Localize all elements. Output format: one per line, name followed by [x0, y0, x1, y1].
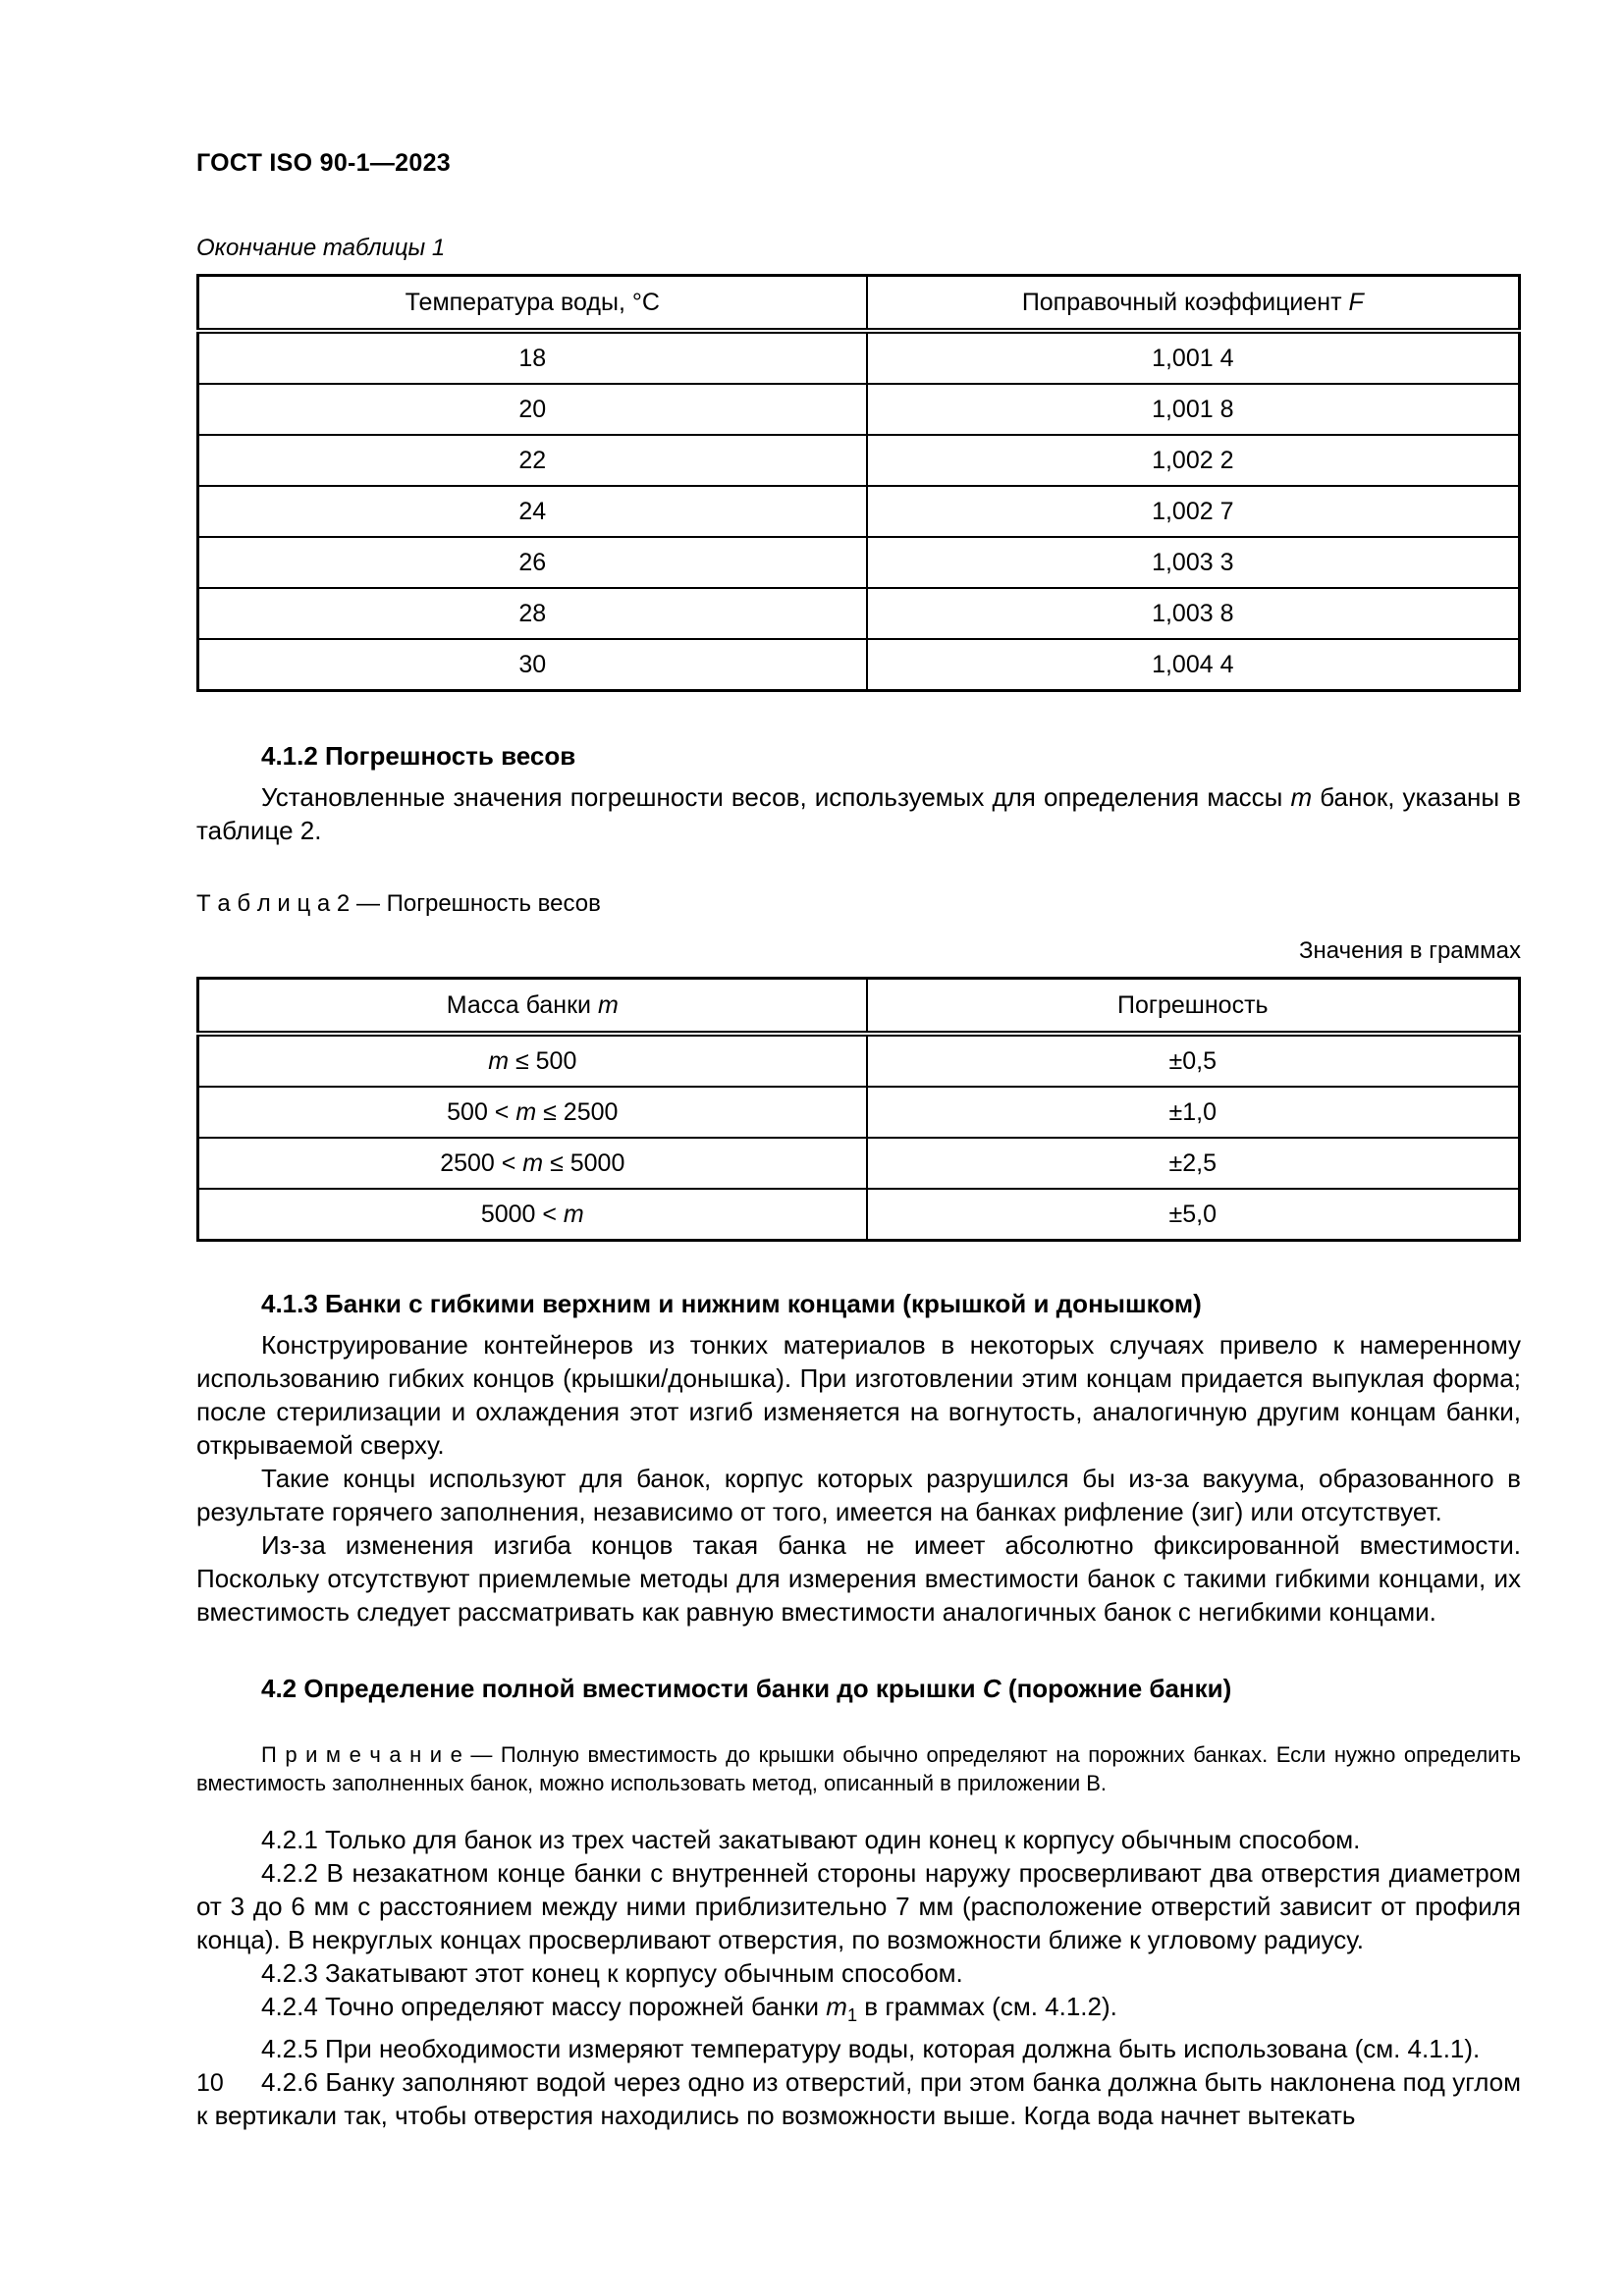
table-cell: ±1,0 [867, 1087, 1520, 1138]
table-2 [196, 977, 1521, 1242]
table-row [198, 486, 1520, 537]
table2-body [198, 1034, 1520, 1241]
section-4-2-note: П р и м е ч а н и е — Полную вместимость до крышки обычно определяют на порожних банках. Если нужно определить вместимость заполненных банок, можно использовать метод, описанный в приложении В. [196, 1742, 1521, 1795]
table1-continuation-label: Окончание таблицы 1 [196, 235, 446, 261]
table-cell: 22 [198, 435, 867, 486]
table-cell: ±5,0 [867, 1189, 1520, 1241]
section-4-2-items [196, 1823, 1521, 2132]
section-4-1-3-title: 4.1.3 Банки с гибкими верхним и нижним концами (крышкой и донышком) [261, 1289, 1202, 1318]
section-4-1-3-paragraph-2: Такие концы используют для банок, корпус которых разрушился бы из-за вакуума, образованного в результате горячего заполнения, независимо от того, имеется на банках рифление (зиг) или отсутствует. [196, 1464, 1521, 1526]
item-4-2-3: 4.2.3 Закатывают этот конец к корпусу обычным способом. [261, 1958, 963, 1988]
table2-caption: Т а б л и ц а 2 — Погрешность весов [196, 890, 601, 917]
table1-body [198, 331, 1520, 691]
section-4-1-2-paragraph: Установленные значения погрешности весов, используемых для определения массы m банок, указаны в таблице 2. [196, 782, 1521, 845]
table-cell: 1,001 8 [867, 384, 1520, 435]
table-cell: 5000 < m [198, 1189, 867, 1241]
section-4-1-2-title: 4.1.2 Погрешность весов [261, 741, 576, 771]
table-cell: 500 < m ≤ 2500 [198, 1087, 867, 1138]
table-cell: ±2,5 [867, 1138, 1520, 1189]
table-header-row [198, 979, 1520, 1035]
table-row [198, 1034, 1520, 1087]
table-row [198, 1087, 1520, 1138]
table-cell: 26 [198, 537, 867, 588]
table-cell: 30 [198, 639, 867, 691]
table-row [198, 331, 1520, 384]
table-cell: 18 [198, 331, 867, 384]
table-cell: 20 [198, 384, 867, 435]
table-cell: 24 [198, 486, 867, 537]
table-row [198, 1138, 1520, 1189]
table2-units-label: Значения в граммах [1299, 937, 1521, 964]
table1-header-coefficient: Поправочный коэффициент F [867, 276, 1520, 332]
table-cell: 2500 < m ≤ 5000 [198, 1138, 867, 1189]
section-4-1-3-paragraph-3: Из-за изменения изгиба концов такая банка не имеет абсолютно фиксированной вместимости. Поскольку отсутствуют приемлемые методы для измерения вместимости банок с такими гибкими концами, их вместимость следует рассматривать как равную вместимости аналогичных банок с негибкими концами. [196, 1530, 1521, 1627]
table-row [198, 435, 1520, 486]
table-row [198, 588, 1520, 639]
table-1 [196, 274, 1521, 692]
table2-header-tolerance: Погрешность [867, 979, 1520, 1035]
document-code-header: ГОСТ ISO 90-1—2023 [196, 149, 452, 177]
section-4-2-title: 4.2 Определение полной вместимости банки до крышки С (порожние банки) [261, 1674, 1232, 1703]
table-cell: 1,002 7 [867, 486, 1520, 537]
table-cell: 1,002 2 [867, 435, 1520, 486]
page-number: 10 [196, 2069, 224, 2097]
table-cell: 28 [198, 588, 867, 639]
item-4-2-4: 4.2.4 Точно определяют массу порожней банки $m_1$ в граммах (см. 4.1.2). [261, 1992, 1117, 2026]
table-cell: m ≤ 500 [198, 1034, 867, 1087]
table2-header-mass: Масса банки m [198, 979, 867, 1035]
table1-header-temperature: Температура воды, °С [198, 276, 867, 332]
table2-head [198, 979, 1520, 1035]
table-row [198, 537, 1520, 588]
table-row [198, 1189, 1520, 1241]
table-row [198, 384, 1520, 435]
item-4-2-5: 4.2.5 При необходимости измеряют температуру воды, которая должна быть использована (см. 4.1.1). [261, 2034, 1481, 2064]
table-cell: 1,003 8 [867, 588, 1520, 639]
table-cell: 1,001 4 [867, 331, 1520, 384]
table-row [198, 639, 1520, 691]
item-4-2-2: 4.2.2 В незакатном конце банки с внутренней стороны наружу просверливают два отверстия диаметром от 3 до 6 мм с расстоянием между ними приблизительно 7 мм (расположение отверстий зависит от профиля конца). В некруглых концах просверливают отверстия, по возможности ближе к угловому радиусу. [196, 1858, 1521, 1954]
table-cell: 1,004 4 [867, 639, 1520, 691]
table-cell: 1,003 3 [867, 537, 1520, 588]
item-4-2-6: 4.2.6 Банку заполняют водой через одно из отверстий, при этом банка должна быть наклонена под углом к вертикали так, чтобы отверстия находились по возможности выше. Когда вода начнет вытекать [196, 2067, 1521, 2131]
table1-head [198, 276, 1520, 332]
section-4-1-3-paragraph-1: Конструирование контейнеров из тонких материалов в некоторых случаях привело к намеренному использованию гибких концов (крышки/донышка). При изготовлении этим концам придается выпуклая форма; после стерилизации и охлаждения этот изгиб изменяется на вогнутость, аналогичную другим концам банки, открываемой сверху. [196, 1330, 1521, 1460]
table-cell: ±0,5 [867, 1034, 1520, 1087]
item-4-2-1: 4.2.1 Только для банок из трех частей закатывают один конец к корпусу обычным способом. [261, 1825, 1361, 1854]
table-header-row [198, 276, 1520, 332]
